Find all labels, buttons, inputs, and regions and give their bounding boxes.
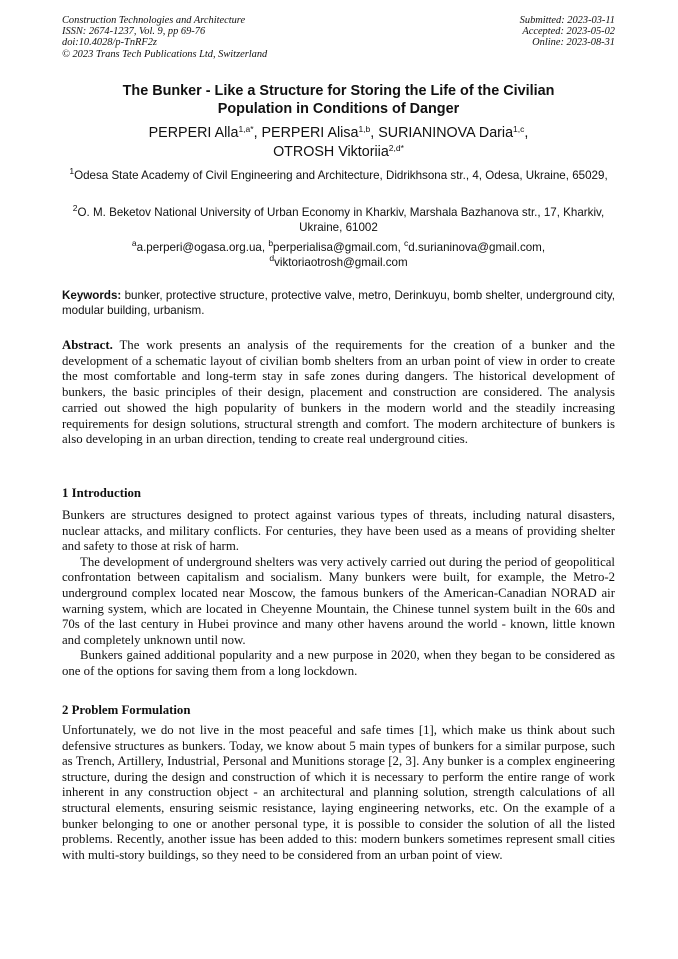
- email-mark: b: [268, 238, 274, 248]
- accepted-date: Accepted: 2023-05-02: [522, 26, 615, 38]
- author-name: SURIANINOVA Daria: [378, 125, 514, 141]
- author-affiliation-mark: 1,b: [358, 124, 371, 134]
- abstract-block: [62, 338, 615, 448]
- email-link[interactable]: a.perperi@ogasa.org.ua: [136, 241, 262, 254]
- affiliation-2: [62, 205, 615, 235]
- keywords-block: [62, 288, 615, 319]
- title-line-1: The Bunker - Like a Structure for Storing the Life of the Civilian: [122, 83, 555, 99]
- affiliation-text: O. M. Beketov National University of Urban Economy in Kharkiv, Marshala Bazhanova str., 17, Kharkiv, Ukraine, 61002: [77, 206, 605, 235]
- emails-line-1: [62, 240, 615, 255]
- authors-line-1: [62, 124, 615, 143]
- authors-line-2: [62, 143, 615, 162]
- section-heading-problem-formulation: 2 Problem Formulation: [62, 703, 191, 717]
- author-separator: ,: [253, 125, 262, 141]
- email-separator: ,: [261, 241, 269, 254]
- copyright-line: © 2023 Trans Tech Publications Ltd, Switzerland: [62, 48, 268, 60]
- doi-line: doi:10.4028/p-TnRF2z: [62, 37, 157, 49]
- email-link[interactable]: d.surianinova@gmail.com: [408, 241, 542, 254]
- paragraph: The development of underground shelters was very actively carried out during the period of geopolitical confrontation between capitalism and socialism. Many bunkers were built, for example, the Metro-2 underground complex located near Moscow, the famous bunkers of the American-Canadian NORAD air warning system, which are located in Cheyenne Mountain, the Chinese tunnel system built in the 60s and 70s of the last century in Hubei province and many other havens around the world - known, little known and completely unknown until now.: [62, 554, 615, 647]
- email-mark: a: [131, 238, 137, 248]
- author-affiliation-mark: 1,c: [513, 124, 525, 134]
- affiliation-mark: 2: [72, 203, 78, 213]
- email-link[interactable]: perperialisa@gmail.com: [273, 241, 398, 254]
- paper-title: [62, 82, 615, 118]
- email-list: [62, 240, 615, 270]
- journal-header: [62, 15, 267, 60]
- paragraph: Bunkers are structures designed to protect against various types of threats, including natural disasters, nuclear attacks, and military conflicts. For centuries, they have been used as a means of providing shelter and safety to those at risk of harm.: [62, 508, 615, 554]
- keywords-label: Keywords:: [62, 289, 122, 302]
- emails-line-2: [62, 255, 615, 270]
- abstract-label: Abstract.: [62, 338, 113, 352]
- author-list: [62, 124, 615, 162]
- email-mark: c: [404, 238, 409, 248]
- author-affiliation-mark: 1,a*: [238, 124, 254, 134]
- email-link[interactable]: viktoriaotrosh@gmail.com: [274, 256, 408, 270]
- section-heading-introduction: 1 Introduction: [62, 486, 142, 500]
- email-separator: ,: [541, 241, 546, 254]
- author-name: PERPERI Alisa: [261, 125, 359, 141]
- author-separator: ,: [370, 125, 379, 141]
- issn-line: ISSN: 2674-1237, Vol. 9, pp 69-76: [62, 26, 206, 38]
- dates-header: [520, 15, 615, 49]
- email-separator: ,: [397, 241, 405, 254]
- journal-name: Construction Technologies and Architecture: [62, 15, 246, 26]
- affiliation-mark: 1: [69, 166, 75, 176]
- keywords-text: bunker, protective structure, protective valve, metro, Derinkuyu, bomb shelter, underground city, modular building, urbanism.: [62, 289, 615, 318]
- author-name: PERPERI Alla: [148, 125, 239, 141]
- section-body-introduction: [62, 508, 615, 680]
- submitted-date: Submitted: 2023-03-11: [519, 15, 615, 26]
- affiliation-1: [62, 168, 615, 183]
- affiliation-text: Odesa State Academy of Civil Engineering and Architecture, Didrikhsona str., 4, Odesa, Ukraine, 65029,: [74, 169, 608, 182]
- author-name: OTROSH Viktoriia: [273, 144, 389, 160]
- paragraph: Unfortunately, we do not live in the most peaceful and safe times [1], which make us think about such defensive structures as bunkers. Today, we know about 5 main types of bunkers for a similar purpose, such as Trench, Artillery, Industrial, Personal and Munitions storage [2, 3]. Any bunker is a complex engineering structure, during the design and construction of which it is necessary to perform the entire range of work inherent in any construction object - an architectural and planning solution, strength calculations of all structural elements, ensuring seismic resistance, laying engineering networks, etc. On the example of a bunker belonging to one or another personal type, it is possible to consider the solution of all the listed problems. Recently, another issue has been added to this: modern bunkers sometimes represent small cities with multi-story buildings, so they need to be considered from an urban point of view.: [62, 723, 615, 862]
- abstract-text: The work presents an analysis of the requirements for the creation of a bunker and the development of a schematic layout of civilian bomb shelters from an urban point of view in order to create the most comfortable and long-term stay in safe zones during dangers. The historical development of bunkers, the basic principles of their design, placement and construction are considered. The analysis carried out showed the high popularity of bunkers in the modern world and the steadily increasing requirements for design solutions, structural strength and comfort. The modern architecture of bunkers is also developing in an urban direction, tending to create real underground cities.: [62, 338, 615, 447]
- section-body-problem-formulation: [62, 723, 615, 863]
- author-separator: ,: [524, 125, 529, 141]
- online-date: Online: 2023-08-31: [532, 37, 615, 49]
- paragraph: Bunkers gained additional popularity and a new purpose in 2020, when they began to be considered as one of the options for saving them from a long lockdown.: [62, 648, 615, 678]
- title-line-2: Population in Conditions of Danger: [217, 101, 460, 117]
- author-affiliation-mark: 2,d*: [388, 143, 404, 153]
- email-mark: d: [269, 253, 275, 264]
